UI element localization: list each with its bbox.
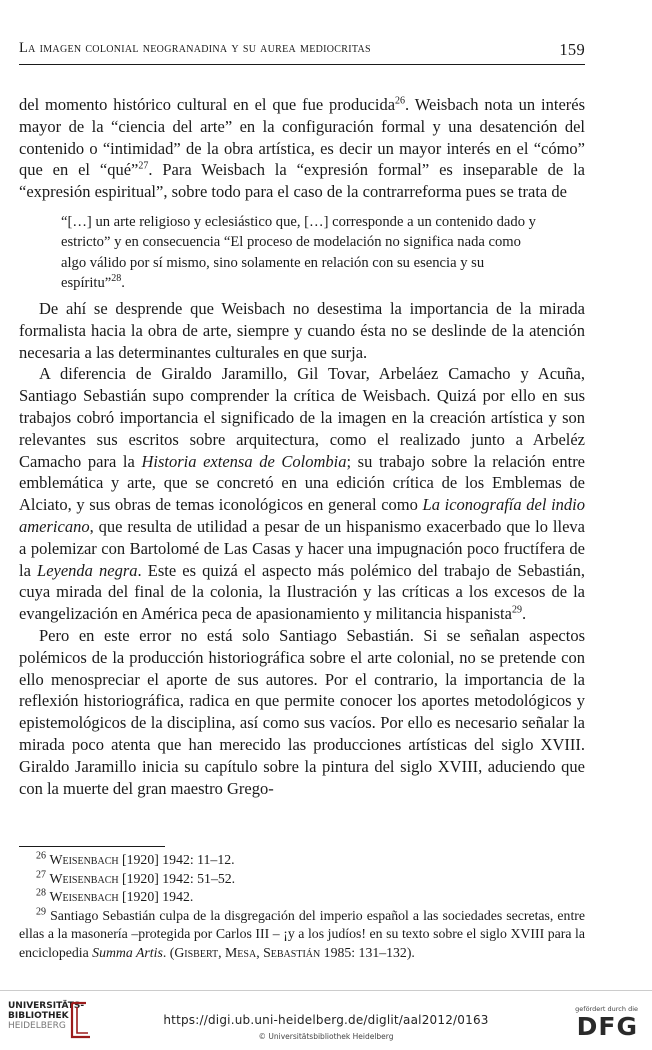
footnote-28: $^{28}$ Weisenbach [1920] 1942.: [36, 887, 194, 904]
digitization-footer: [0, 990, 652, 1050]
source-url-link[interactable]: https://digi.ub.uni-heidelberg.de/diglit/aal2012/0163: [163, 1013, 489, 1027]
title-iconografia: La iconografía del indio americano: [19, 495, 586, 536]
paragraph-2: De ahí se desprende que Weisbach no desestima la importancia de la mirada formalista hacia la obra de arte, siempre y cuando ésta no se deslinde de la atención necesaria a las determinantes culturales en que surja.: [19, 298, 585, 362]
footnote-26: $^{26}$ Weisenbach [1920] 1942: 11–12.: [36, 850, 235, 867]
title-leyenda-negra: Leyenda negra: [37, 560, 138, 580]
footnote-ref-29[interactable]: 29: [511, 604, 522, 616]
paragraph-4: Pero en este error no está solo Santiago Sebastián. Si se señalan aspectos polémicos de la producción historiográfica sobre el arte colonial, no se pretende con ello menospreciar el aporte de sus autores. Por el contrario, la importancia de la reflexión historiográfica, radica en que permite conocer los aportes metodológicos y epistemológicos de la disciplina, así como sus vacíos. Por ello es necesario señalar la mirada poco atenta que han merecido las producciones artísticas del siglo XVIII. Giraldo Jaramillo inicia su capítulo sobre la pintura del siglo XVIII, aduciendo que con la muerte del gran maestro Grego-: [19, 625, 585, 798]
footnote-29: $^{29}$ Santiago Sebastián culpa de la disgregación del imperio español a las sociedades secretas, entre ellas a la masonería –protegida por Carlos III – ¡y a los judíos! en su texto sobre el siglo XVIII para la enciclopedia Summa Artis. (Gisbert, Mesa, Sebastián 1985: 131–132).: [19, 905, 585, 960]
paragraph-1: del momento histórico cultural en el que fue producida$^{26}$. Weisbach nota un interés mayor de la “ciencia del arte” en la configuración formal y una desatención del contenido o “intimidad” de la obra artística, es decir un mayor interés en el “cómo” que en el “qué”$^{27}$. Para Weisbach la “expresión formal” es inseparable de la “expresión espiritual”, sobre todo para el caso de la contrarreforma pues se trata de: [19, 95, 586, 202]
footnote-ref-28[interactable]: 28: [111, 273, 122, 285]
footnote-27: $^{27}$ Weisenbach [1920] 1942: 51–52.: [36, 868, 236, 886]
copyright-notice: © Universitätsbibliothek Heidelberg: [258, 1032, 394, 1041]
running-head: [19, 40, 585, 65]
dfg-logo[interactable]: gefördert durch die DFG: [575, 1005, 638, 1041]
block-quote: “[…] un arte religioso y eclesiástico que, […] corresponde a un contenido dado y estricto” y en consecuencia “El proceso de modelación no significa nada como algo válido por sí mismo, sino solamente en relación con su esencia y su espíritu”$^{28}$.: [61, 213, 536, 292]
ub-heidelberg-logo[interactable]: UNIVERSITÄTS- BIBLIOTHEK HEIDELBERG: [8, 1001, 85, 1031]
running-title: La imagen colonial neogranadina y su aurea mediocritas: [19, 40, 371, 56]
footnotes: [19, 851, 585, 962]
body-text: [19, 94, 585, 799]
footnote-ref-27[interactable]: 27: [138, 160, 149, 172]
page-number: 159: [559, 40, 585, 59]
paragraph-3: A diferencia de Giraldo Jaramillo, Gil Tovar, Arbeláez Camacho y Acuña, Santiago Sebastián supo comprender la crítica de Weisbach. Quizá por ello en sus trabajos cobró importancia el significado de la imagen en la creación artística y son relevantes sus escritos sobre arquitectura, como el realizado junto a Arbeléz Camacho para la Historia extensa de Colombia; su trabajo sobre la relación entre emblemática y arte, que se concretó en una edición crítica de los Emblemas de Alciato, y sus obras de temas iconológicos en general como La iconografía del indio americano, que resulta de utilidad a pesar de un hispanismo exacerbado que lo lleva a polemizar con Bartolomé de Las Casas y hacer una impugnación poco fructífera de la Leyenda negra. Este es quizá el aspecto más polémico del trabajo de Sebastián, cuya mirada del final de la colonia, la Ilustración y las críticas a los excesos de la evangelización en América peca de apasionamiento y militancia hispanista$^{29}$.: [19, 364, 586, 624]
footnote-divider: [19, 846, 165, 847]
title-historia-extensa: Historia extensa de Colombia: [141, 451, 347, 471]
footnote-ref-26[interactable]: 26: [395, 95, 406, 107]
